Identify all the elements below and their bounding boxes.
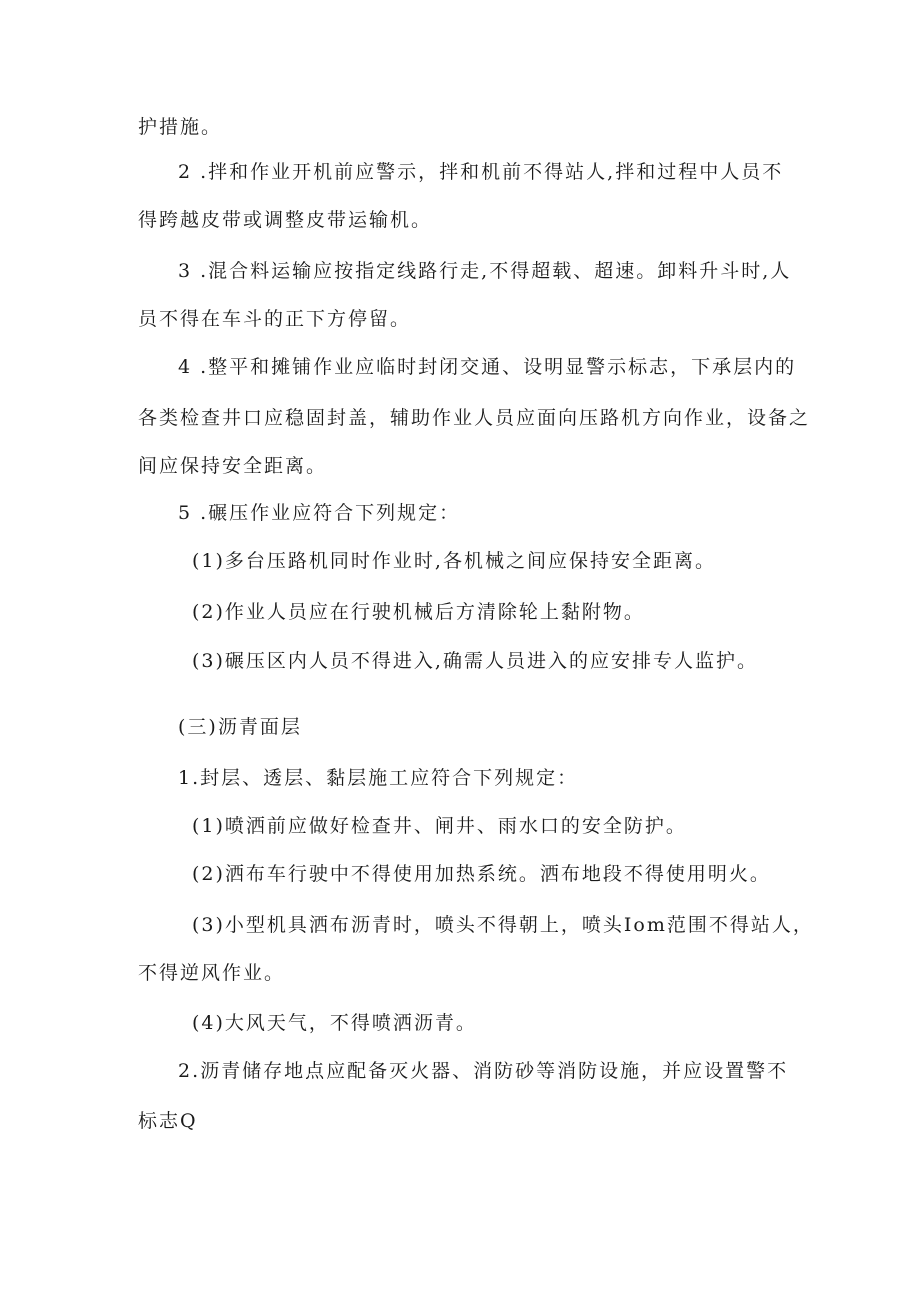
text-line: 1.封层、透层、黏层施工应符合下列规定： bbox=[178, 767, 579, 789]
text-line: 员不得在车斗的正下方停留。 bbox=[138, 308, 412, 330]
text-line: (3)小型机具洒布沥青时，喷头不得朝上，喷头Iom范围不得站人， bbox=[192, 914, 814, 936]
text-line: 护措施。 bbox=[138, 116, 223, 138]
section-heading: (三)沥青面层 bbox=[178, 716, 302, 738]
text-line: 不得逆风作业。 bbox=[138, 962, 286, 984]
text-line: 3 .混合料运输应按指定线路行走,不得超载、超速。卸料升斗时,人 bbox=[178, 260, 792, 282]
text-line: (3)碾压区内人员不得进入,确需人员进入的应安排专人监护。 bbox=[192, 650, 758, 672]
text-line: 2 .拌和作业开机前应警示，拌和机前不得站人,拌和过程中人员不 bbox=[178, 161, 784, 183]
text-line: (1)多台压路机同时作业时,各机械之间应保持安全距离。 bbox=[192, 550, 716, 572]
text-line: 2.沥青储存地点应配备灭火器、消防砂等消防设施，并应设置警不 bbox=[178, 1060, 789, 1082]
text-line: (2)洒布车行驶中不得使用加热系统。洒布地段不得使用明火。 bbox=[192, 863, 771, 885]
text-line: 间应保持安全距离。 bbox=[138, 455, 328, 477]
text-line: 5 .碾压作业应符合下列规定： bbox=[178, 502, 461, 524]
text-line: (4)大风天气，不得喷洒沥青。 bbox=[192, 1012, 477, 1034]
text-line: 4 .整平和摊铺作业应临时封闭交通、设明显警示标志，下承层内的 bbox=[178, 356, 797, 378]
text-line: 各类检查井口应稳固封盖，辅助作业人员应面向压路机方向作业，设备之 bbox=[138, 407, 811, 429]
text-line: (1)喷洒前应做好检查井、闸井、雨水口的安全防护。 bbox=[192, 815, 687, 837]
text-line: 得跨越皮带或调整皮带运输机。 bbox=[138, 209, 433, 231]
text-line: (2)作业人员应在行驶机械后方清除轮上黏附物。 bbox=[192, 601, 645, 623]
text-line: 标志Q bbox=[138, 1110, 198, 1132]
